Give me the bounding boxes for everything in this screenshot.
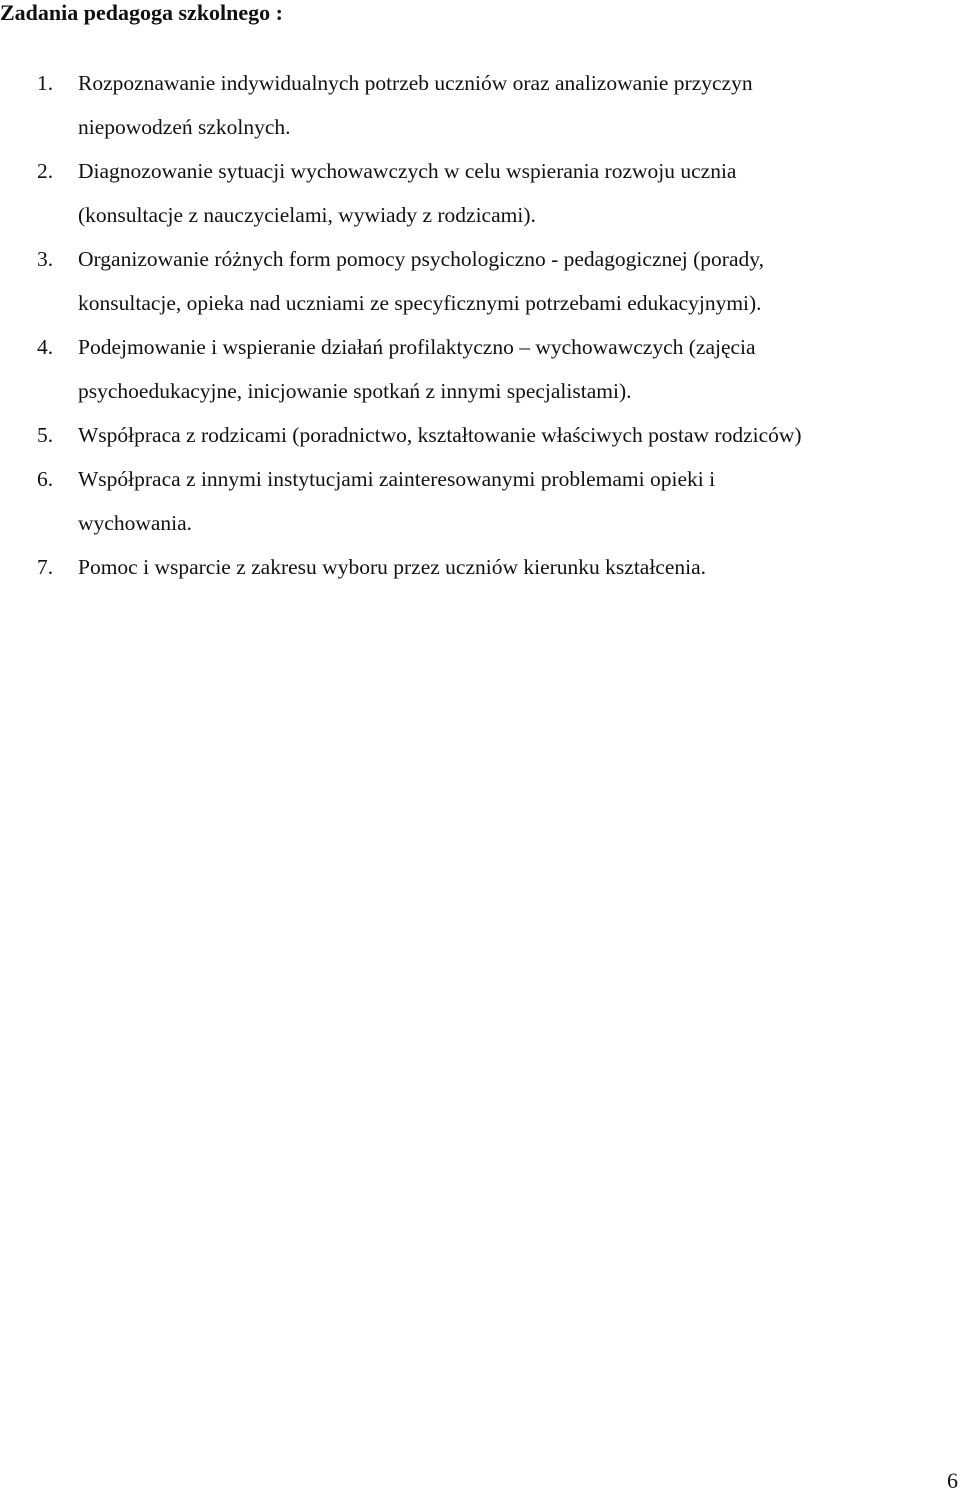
tasks-list xyxy=(0,61,960,589)
list-item-line: (konsultacje z nauczycielami, wywiady z rodzicami). xyxy=(78,203,536,227)
list-item-number: 6. xyxy=(37,467,54,491)
list-item-line: Współpraca z innymi instytucjami zainteresowanymi problemami opieki i xyxy=(78,467,716,491)
list-item xyxy=(0,413,948,457)
list-item xyxy=(0,61,948,149)
list-item xyxy=(0,325,948,413)
list-item xyxy=(0,457,948,545)
page-title: Zadania pedagoga szkolnego : xyxy=(0,0,283,25)
list-item-line: Rozpoznawanie indywidualnych potrzeb uczniów oraz analizowanie przyczyn xyxy=(78,71,753,95)
list-item-number: 7. xyxy=(37,555,54,579)
list-item xyxy=(0,545,948,589)
list-item-line: Pomoc i wsparcie z zakresu wyboru przez uczniów kierunku kształcenia. xyxy=(78,555,707,579)
list-item-line: Współpraca z rodzicami (poradnictwo, kształtowanie właściwych postaw rodziców) xyxy=(78,423,802,447)
list-item-number: 3. xyxy=(37,247,54,271)
list-item-line: Podejmowanie i wspieranie działań profilaktyczno – wychowawczych (zajęcia xyxy=(78,335,756,359)
list-item-number: 2. xyxy=(37,159,54,183)
list-item-line: psychoedukacyjne, inicjowanie spotkań z innymi specjalistami). xyxy=(78,379,632,403)
list-item-number: 5. xyxy=(37,423,54,447)
list-item-line: Diagnozowanie sytuacji wychowawczych w celu wspierania rozwoju ucznia xyxy=(78,159,737,183)
list-item xyxy=(0,149,948,237)
list-item-line: niepowodzeń szkolnych. xyxy=(78,115,291,139)
page-number: 6 xyxy=(947,1468,958,1493)
list-item-line: wychowania. xyxy=(78,511,193,535)
list-item-number: 4. xyxy=(37,335,54,359)
list-item-line: konsultacje, opieka nad uczniami ze specyficznymi potrzebami edukacyjnymi). xyxy=(78,291,762,315)
list-item-number: 1. xyxy=(37,71,54,95)
list-item-line: Organizowanie różnych form pomocy psychologiczno - pedagogicznej (porady, xyxy=(78,247,764,271)
list-item xyxy=(0,237,948,325)
